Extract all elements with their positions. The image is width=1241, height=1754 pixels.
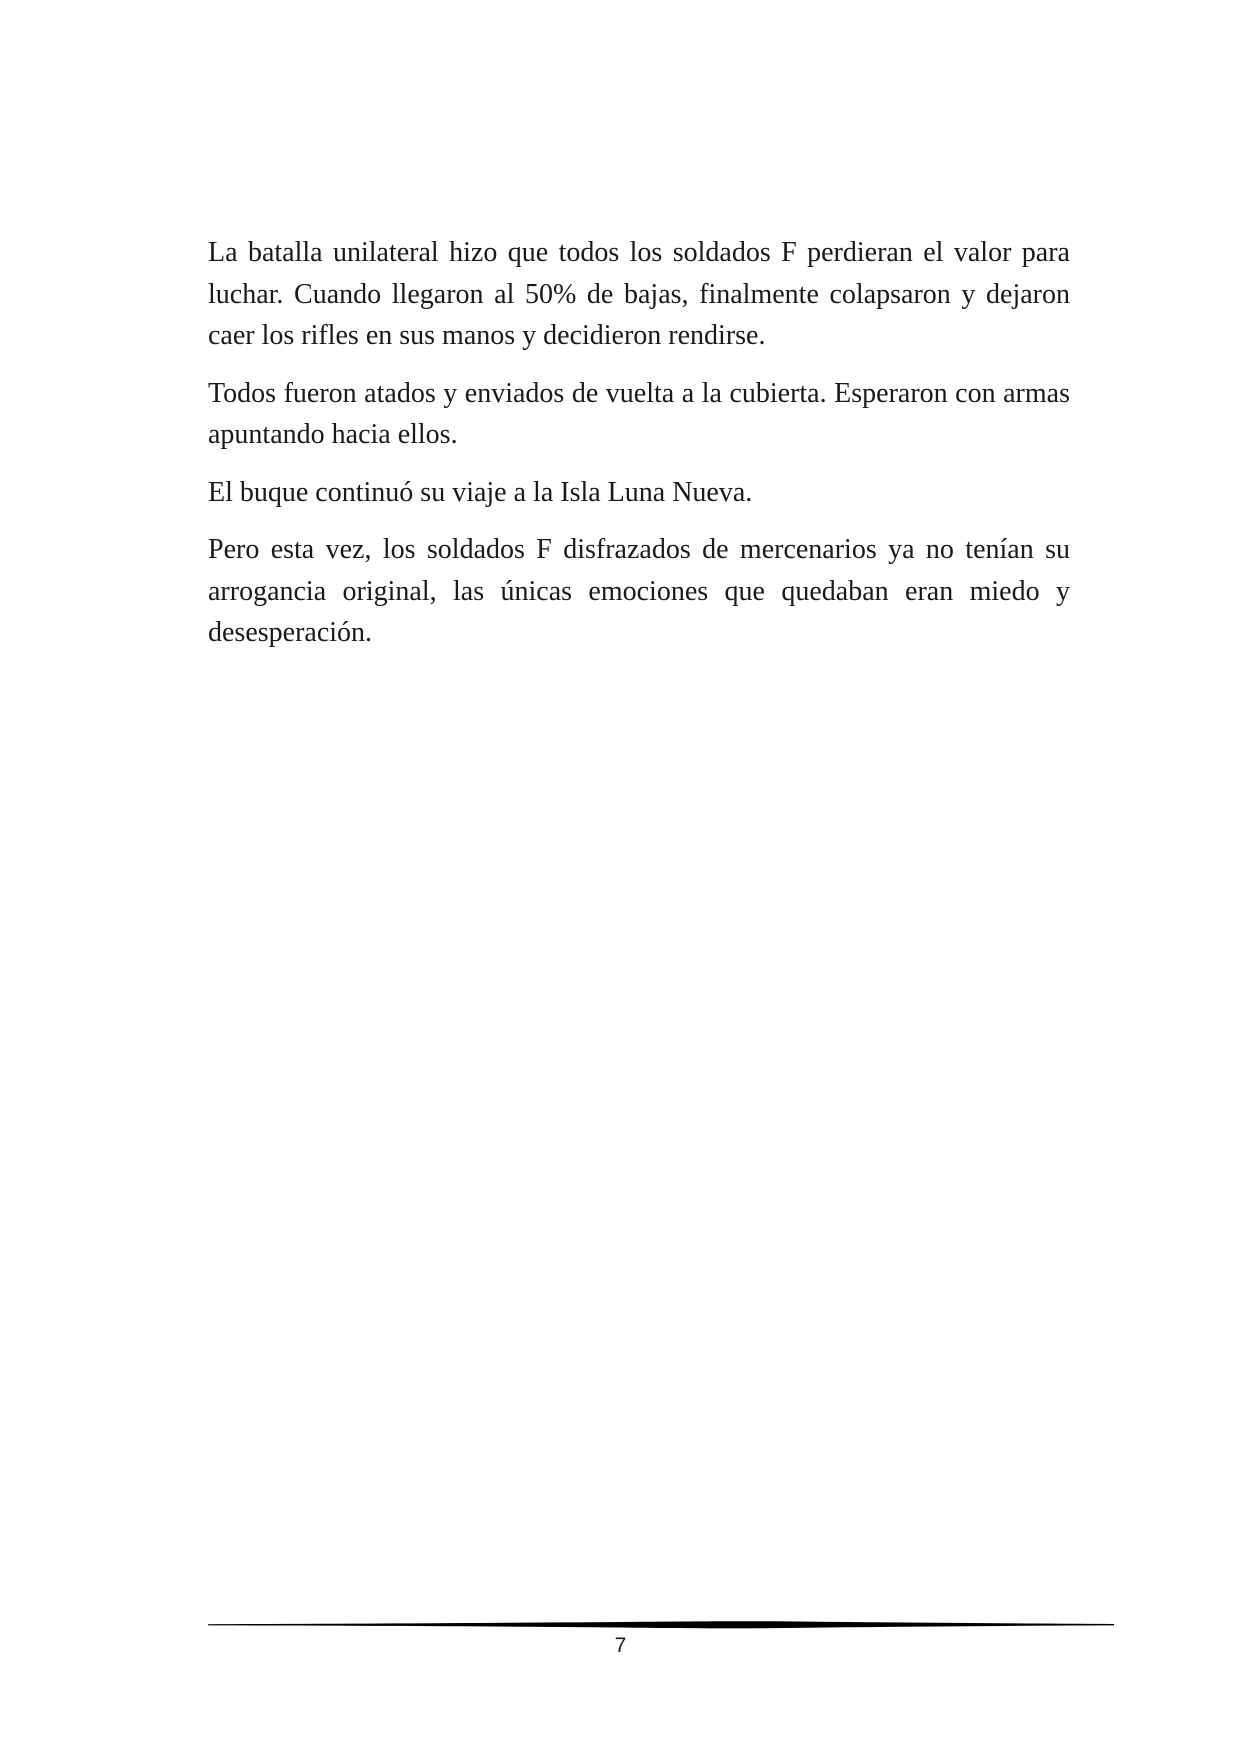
page-number: 7 (614, 1634, 627, 1657)
paragraph-4: Pero esta vez, los soldados F disfrazados de mercenarios ya no tenían su arrogancia original, las únicas emociones que quedaban eran miedo y desesperación. (208, 534, 1070, 648)
footer-rule (208, 1618, 1114, 1632)
paragraph-1: La batalla unilateral hizo que todos los soldados F perdieran el valor para luchar. Cuando llegaron al 50% de bajas, finalmente colapsaron y dejaron caer los rifles en sus manos y decidieron rendirse. (208, 237, 1070, 351)
paragraph-2: Todos fueron atados y enviados de vuelta a la cubierta. Esperaron con armas apuntando hacia ellos. (208, 377, 1070, 450)
body-text (208, 232, 1070, 670)
paragraph-3: El buque continuó su viaje a la Isla Luna Nueva. (208, 476, 753, 508)
